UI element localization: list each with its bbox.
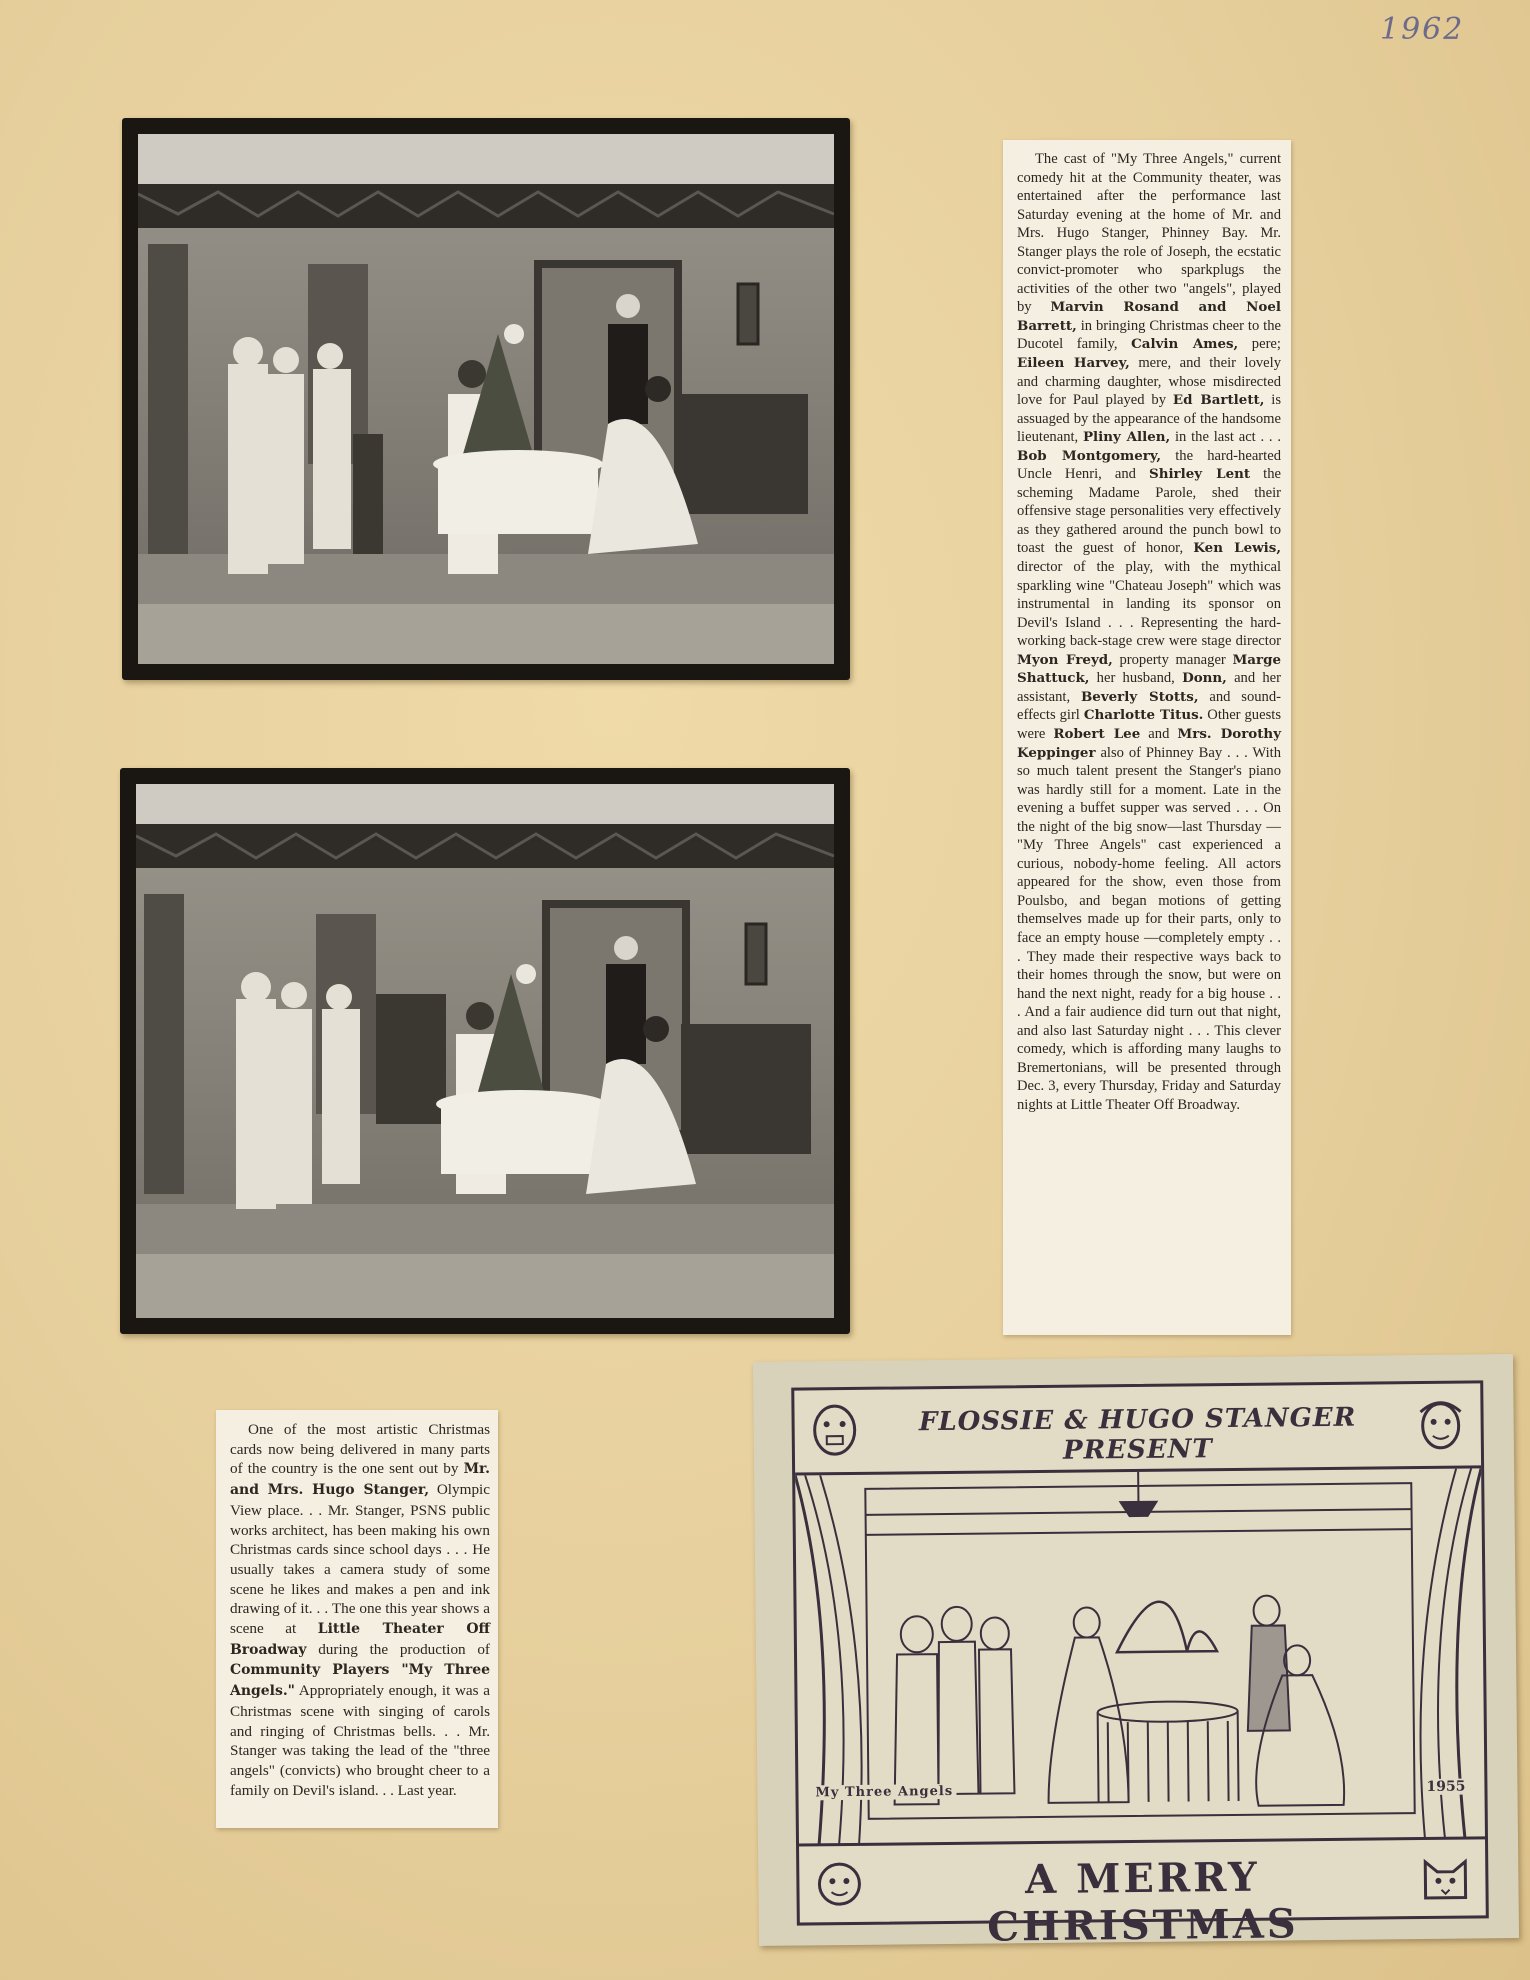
stage-photo-2 [120, 768, 850, 1334]
clip-part: and her assistant, [1017, 670, 1281, 705]
card-title: FLOSSIE & HUGO STANGER PRESENT [918, 1402, 1357, 1466]
cherub-face-icon [811, 1854, 868, 1915]
clipping-cast-party-text [1017, 150, 1281, 1114]
clip-name: Beverly Stotts, [1080, 688, 1199, 705]
clip-part: the hard-hearted Uncle Henri, and [1017, 447, 1281, 483]
clip-part: pere; [1238, 336, 1281, 353]
clip-part: is assuaged by the appearance of the handsome lieutenant, [1017, 392, 1281, 446]
comedy-mask-icon [806, 1400, 863, 1461]
clip-part: One of the most artistic Christmas cards now being delivered in many parts of the country is the one sent out by [230, 1421, 490, 1478]
stage-photo-2-image [136, 784, 834, 1318]
clip-part: The cast of "My Three Angels," current comedy hit at the Community theater, was entertained after the performance last Saturday evening at the home of Mr. and Mrs. Hugo Stanger, Phinney Bay. Mr. Stanger plays the role of Joseph, the ecstatic convict-promoter who sparkplugs the activities of the other two "angels", played by [1017, 151, 1281, 316]
card-greeting: A MERRY CHRISTMAS [986, 1853, 1299, 1951]
card-header [794, 1383, 1481, 1475]
clip-part: Olympic View place. . . Mr. Stanger, PSNS public works architect, has been making his own Christmas cards since school days . . . He usually takes a camera study of some scene he likes and makes a pen and ink drawing of it. . . The one this year shows a scene at [230, 1481, 490, 1638]
clip-name: Eileen Harvey, [1017, 355, 1130, 372]
clip-name: Robert Lee [1053, 725, 1141, 742]
clip-name: Mrs. Dorothy Keppinger [1017, 725, 1281, 761]
clip-part: Appropriately enough, it was a Christmas scene with singing of carols and ringing of Christmas bells. . . Mr. Stanger was taking the lead of the "three angels" (convicts) who brought cheer to a family on Devil's island. . . Last year. [230, 1682, 490, 1799]
clip-part: during the production of [306, 1640, 490, 1658]
clip-name: Bob Montgomery, [1017, 447, 1162, 464]
clip-name: Marge Shattuck, [1017, 651, 1281, 687]
clipping-christmas-card-text [230, 1420, 490, 1800]
clip-part: in the last act . . . [1170, 429, 1281, 446]
clip-name: Charlotte Titus. [1083, 707, 1204, 724]
clip-part: property manager [1112, 651, 1233, 668]
christmas-card-frame [791, 1380, 1489, 1951]
clip-part: director of the play, with the mythical sparkling wine "Chateau Joseph" which was instrumental in landing its sponsor on Devil's Island . . . Representing the hard-working back-stage crew were stage director [1017, 559, 1281, 650]
clip-name: Ed Bartlett, [1172, 392, 1265, 409]
card-scene-caption: My Three Angels [812, 1784, 956, 1801]
christmas-card [753, 1354, 1519, 1951]
clip-part: and sound-effects girl [1017, 688, 1281, 724]
clip-part: also of Phinney Bay . . . With so much talent present the Stanger's piano was hardly still for a moment. Late in the evening a buffet supper was served . . . On the night of the big snow—last Thursday — "My Three Angels" cast experienced a curious, nobody-home feeling. All actors appeared for the show, even those from Poulsbo, and began motions of getting themselves made up for their parts, only to face an empty house —completely empty . . . They made their respective ways back to their homes through the snow, but were on hand the next night, ready for a big house . . . And a fair audience did turn out that night, and also last Saturday night . . . This clever comedy, which is affording many laughs to Bremertonians, will be presented through Dec. 3, every Thursday, Friday and Saturday nights at Little Theater Off Broadway. [1017, 744, 1281, 1113]
clip-name: Calvin Ames, [1131, 336, 1239, 353]
clip-name: Myon Freyd, [1017, 651, 1113, 668]
clip-name: Mr. and Mrs. Hugo Stanger, [230, 1461, 490, 1499]
newspaper-clipping-christmas-card [216, 1410, 498, 1828]
clip-part: in bringing Christmas cheer to the Ducotel family, [1017, 317, 1281, 353]
clip-part: and [1140, 725, 1178, 742]
stage-photo-1-image [138, 134, 834, 664]
year-handwritten-note: 1962 [1380, 12, 1465, 47]
clip-name: Ken Lewis, [1193, 540, 1281, 557]
lady-face-icon [1412, 1394, 1469, 1455]
newspaper-clipping-cast-party [1003, 140, 1291, 1335]
stage-photo-1 [122, 118, 850, 680]
card-footer [799, 1836, 1486, 1951]
clip-name: Shirley Lent [1149, 466, 1251, 483]
clip-name: Donn, [1182, 670, 1227, 687]
clip-name: Pliny Allen, [1082, 429, 1171, 446]
clip-name: Little Theater Off Broadway [230, 1621, 490, 1658]
clip-part: mere, and their lovely and charming daughter, whose misdirected love for Paul played by [1017, 355, 1281, 409]
cat-face-icon [1417, 1847, 1474, 1908]
card-year: 1955 [1423, 1779, 1468, 1795]
clip-part: her husband, [1089, 670, 1183, 687]
clip-part: the scheming Madame Parole, shed their offensive stage personalities very effectively as they gathered around the punch bowl to toast the guest of honor, [1017, 466, 1281, 557]
clip-name: Community Players "My Three Angels." [230, 1662, 490, 1700]
clip-part: Other guests were [1017, 707, 1281, 742]
clip-name: Marvin Rosand and Noel Barrett, [1017, 299, 1281, 334]
